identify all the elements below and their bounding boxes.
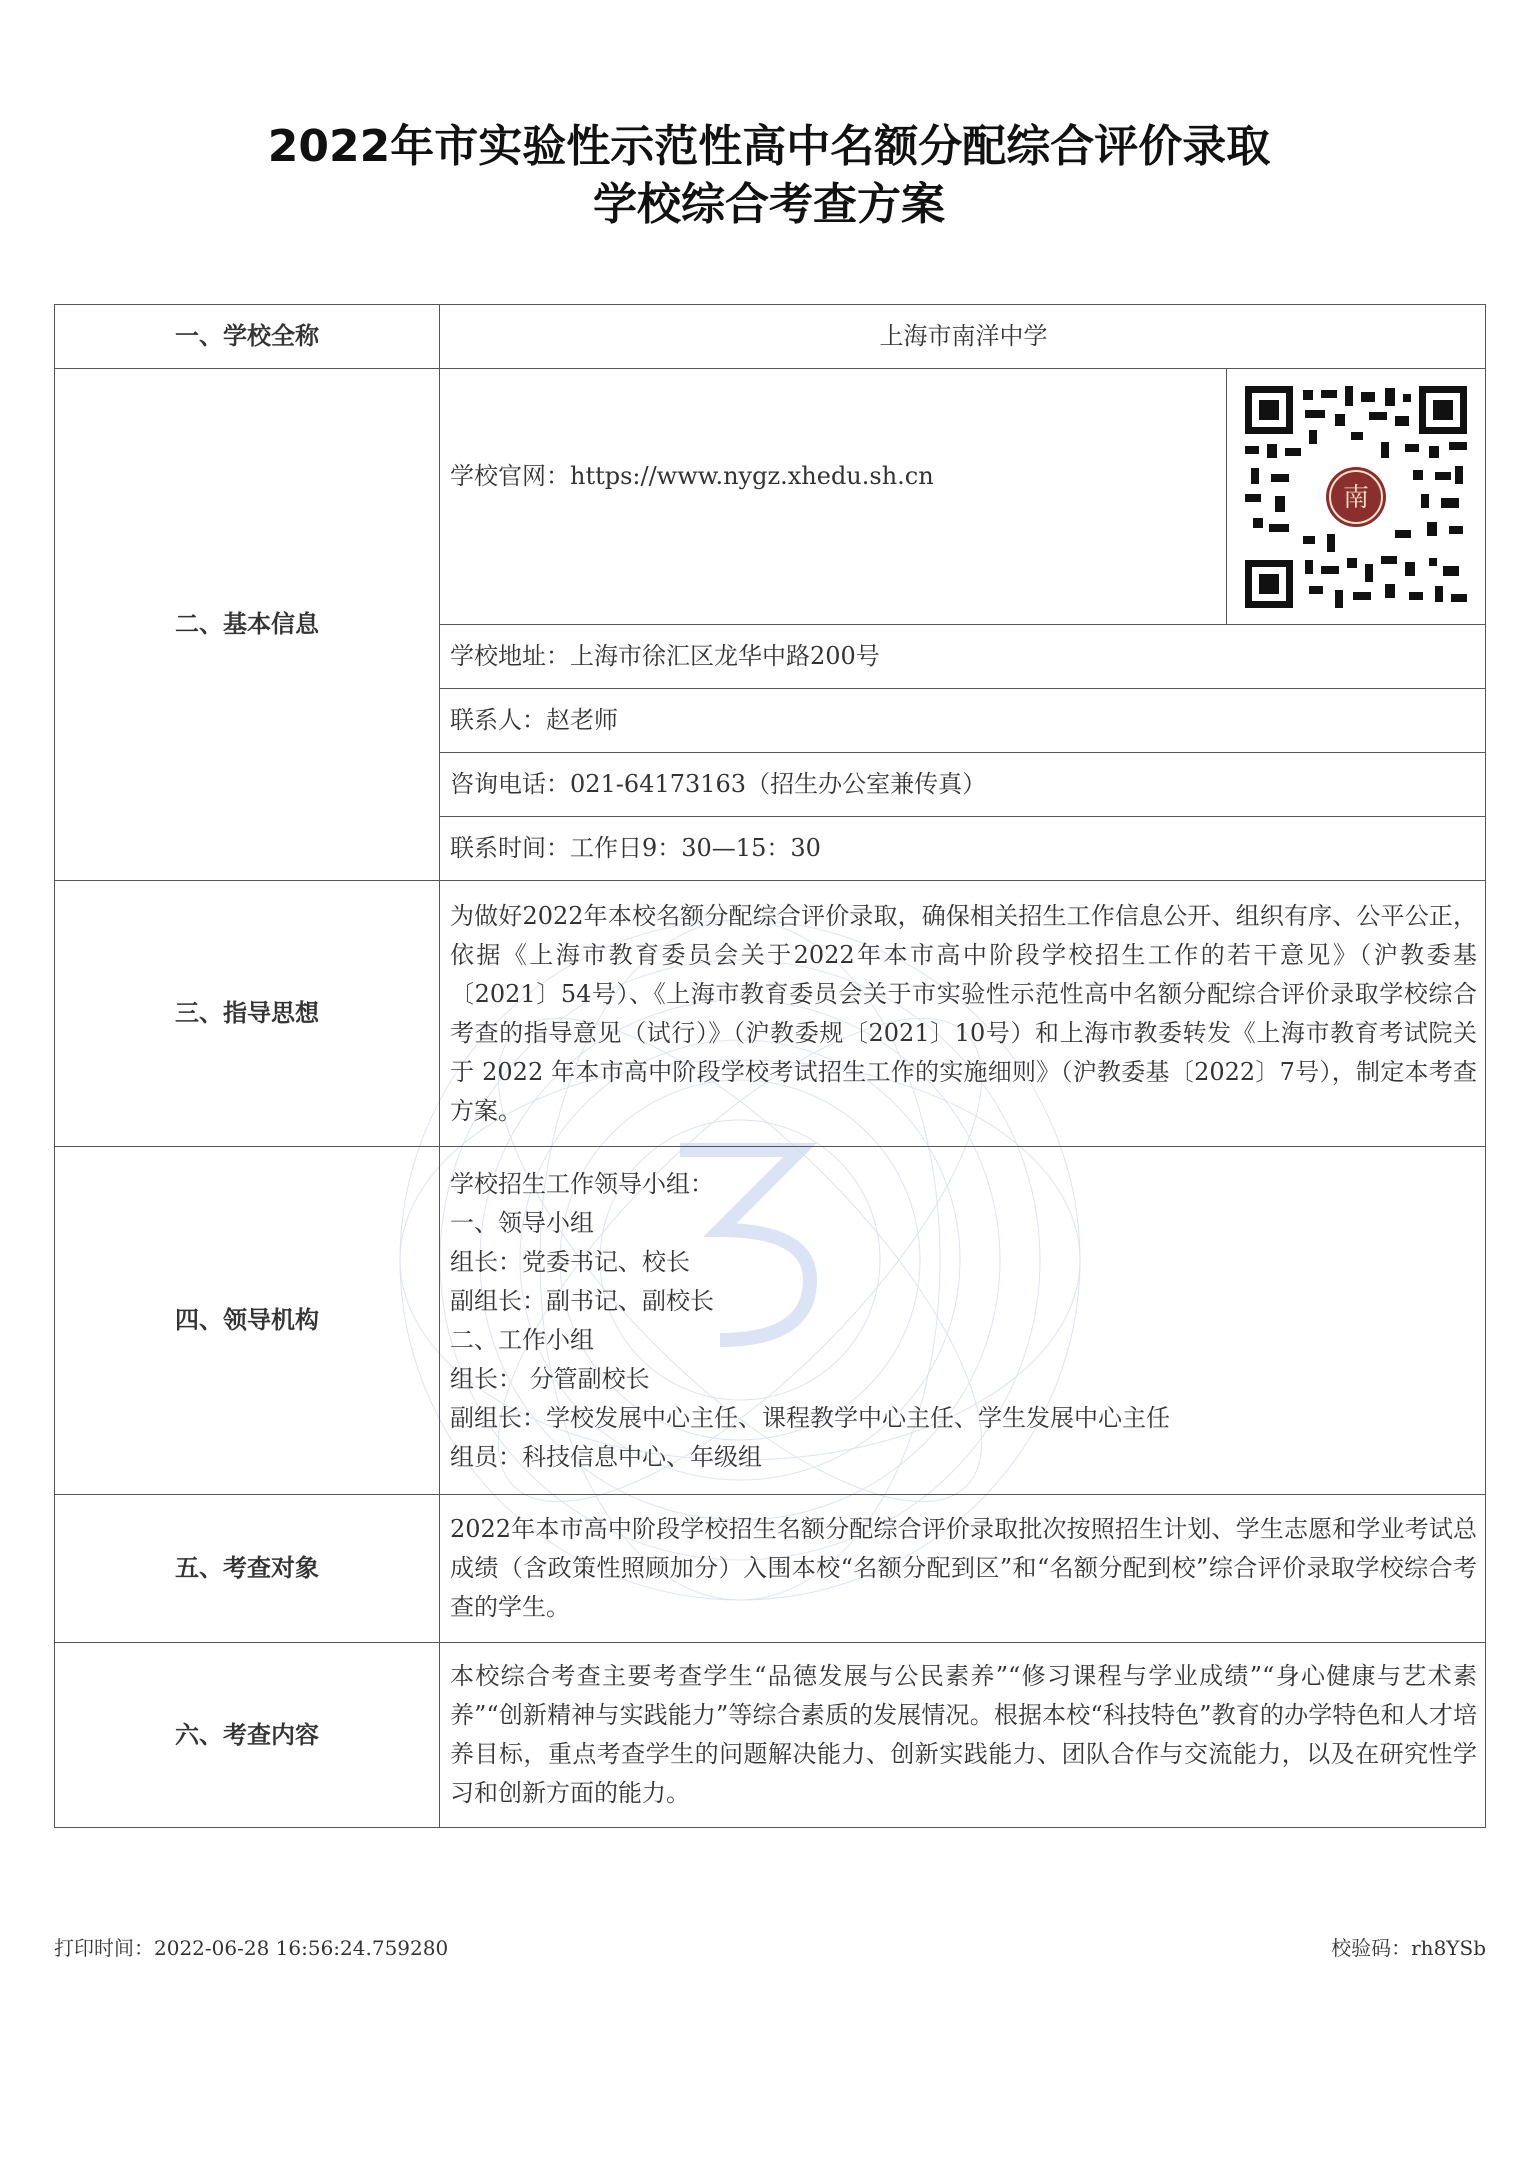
- label-leadership: 四、领导机构: [55, 1147, 440, 1495]
- website-cell: [440, 369, 1486, 625]
- label-content: 六、考查内容: [55, 1643, 440, 1828]
- label-basic-info: 二、基本信息: [55, 369, 440, 881]
- leadership-line: 副组长：副书记、副校长: [450, 1286, 714, 1315]
- verify-code: 校验码：rh8YSb: [1331, 1936, 1486, 1960]
- content-text: 本校综合考查主要考查学生“品德发展与公民素养”“修习课程与学业成绩”“身心健康与艺术素养”“创新精神与实践能力”等综合素质的发展情况。根据本校“科技特色”教育的办学特色和人才培养目标，重点考查学生的问题解决能力、创新实践能力、团队合作与交流能力，以及在研究性学习和创新方面的能力。: [440, 1643, 1486, 1828]
- leadership-line: 组长：党委书记、校长: [450, 1247, 690, 1276]
- qr-code-box: [1226, 369, 1485, 624]
- qr-code-icon: [1245, 386, 1467, 608]
- leadership-line: 一、领导小组: [450, 1208, 594, 1237]
- leadership-cell: [440, 1147, 1486, 1495]
- leadership-line: 组员：科技信息中心、年级组: [450, 1442, 762, 1471]
- row-website: [55, 369, 1486, 625]
- plan-table: [54, 304, 1486, 1828]
- hours-text: 联系时间：工作日9：30—15：30: [440, 817, 1486, 881]
- label-guiding: 三、指导思想: [55, 881, 440, 1147]
- guiding-text: 为做好2022年本校名额分配综合评价录取，确保相关招生工作信息公开、组织有序、公平公正，依据《上海市教育委员会关于2022年本市高中阶段学校招生工作的若干意见》（沪教委基〔2021〕54号）、《上海市教育委员会关于市实验性示范性高中名额分配综合评价录取学校综合考查的指导意见（试行）》（沪教委规〔2021〕10号）和上海市教委转发《上海市教育考试院关于 2022 年本市高中阶段学校考试招生工作的实施细则》（沪教委基〔2022〕7号），制定本考查方案。: [440, 881, 1486, 1147]
- leadership-line: 二、工作小组: [450, 1325, 594, 1354]
- page-title: [0, 118, 1538, 234]
- title-line-2: 学校综合考查方案: [593, 179, 945, 230]
- title-line-1: 2022年市实验性示范性高中名额分配综合评价录取: [267, 121, 1271, 172]
- leadership-line: 组长： 分管副校长: [450, 1364, 650, 1393]
- row-leadership: [55, 1147, 1486, 1495]
- phone-text: 咨询电话：021-64173163（招生办公室兼传真）: [440, 753, 1486, 817]
- label-targets: 五、考查对象: [55, 1495, 440, 1643]
- row-content: [55, 1643, 1486, 1828]
- website-text: 学校官网：https://www.nygz.xhedu.sh.cn: [450, 462, 934, 490]
- contact-text: 联系人：赵老师: [440, 689, 1486, 753]
- address-text: 学校地址：上海市徐汇区龙华中路200号: [440, 625, 1486, 689]
- row-school-name: [55, 305, 1486, 369]
- leadership-line: 学校招生工作领导小组：: [450, 1169, 714, 1198]
- row-guiding: [55, 881, 1486, 1147]
- targets-text: 2022年本市高中阶段学校招生名额分配综合评价录取批次按照招生计划、学生志愿和学业考试总成绩（含政策性照顾加分）入围本校“名额分配到区”和“名额分配到校”综合评价录取学校综合考查的学生。: [440, 1495, 1486, 1643]
- print-time: 打印时间：2022-06-28 16:56:24.759280: [54, 1936, 449, 1960]
- value-school-name: 上海市南洋中学: [440, 305, 1486, 369]
- leadership-line: 副组长：学校发展中心主任、课程教学中心主任、学生发展中心主任: [450, 1403, 1170, 1432]
- row-targets: [55, 1495, 1486, 1643]
- label-school-name: 一、学校全称: [55, 305, 440, 369]
- qr-badge-text: 南: [1342, 482, 1370, 513]
